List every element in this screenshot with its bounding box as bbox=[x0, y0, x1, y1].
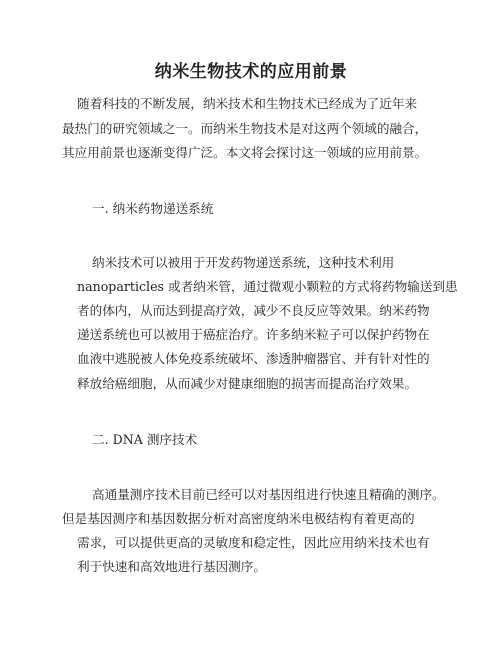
section2-line-2: 但是基因测序和基因数据分析对高密度纳米电极结构有着更高的 bbox=[62, 511, 415, 526]
intro-line-2: 最热门的研究领域之一。而纳米生物技术是对这两个领域的融合， bbox=[62, 121, 428, 136]
section-heading-2: 二. DNA 测序技术 bbox=[92, 432, 198, 447]
section-heading-1: 一. 纳米药物递送系统 bbox=[92, 201, 214, 216]
section2-line-4: 利于快速和高效地进行基因测序。 bbox=[77, 559, 266, 574]
section2-line-3: 需求，可以提供更高的灵敏度和稳定性，因此应用纳米技术也有 bbox=[77, 535, 430, 550]
section2-line-1: 高通量测序技术目前已经可以对基因组进行快速且精确的测序。 bbox=[92, 487, 445, 502]
intro-line-3: 其应用前景也逐渐变得广泛。本文将会探讨这一领域的应用前景。 bbox=[62, 145, 428, 160]
section1-line-5: 血液中逃脱被人体免疫系统破坏、渗透肿瘤器官、并有针对性的 bbox=[77, 351, 430, 366]
document-title: 纳米生物技术的应用前景 bbox=[154, 62, 348, 82]
section1-line-6: 释放给癌细胞，从而减少对健康细胞的损害而提高治疗效果。 bbox=[77, 376, 418, 391]
intro-line-1: 随着科技的不断发展，纳米技术和生物技术已经成为了近年来 bbox=[77, 96, 418, 111]
section1-line-1: 纳米技术可以被用于开发药物递送系统，这种技术利用 bbox=[92, 255, 395, 270]
section1-line-4: 递送系统也可以被用于癌症治疗。许多纳米粒子可以保护药物在 bbox=[77, 327, 430, 342]
section1-line-3: 者的体内，从而达到提高疗效，减少不良反应等效果。纳米药物 bbox=[77, 303, 430, 318]
section1-line-2: nanoparticles 或者纳米管，通过微观小颗粒的方式将药物输送到患 bbox=[77, 279, 458, 294]
